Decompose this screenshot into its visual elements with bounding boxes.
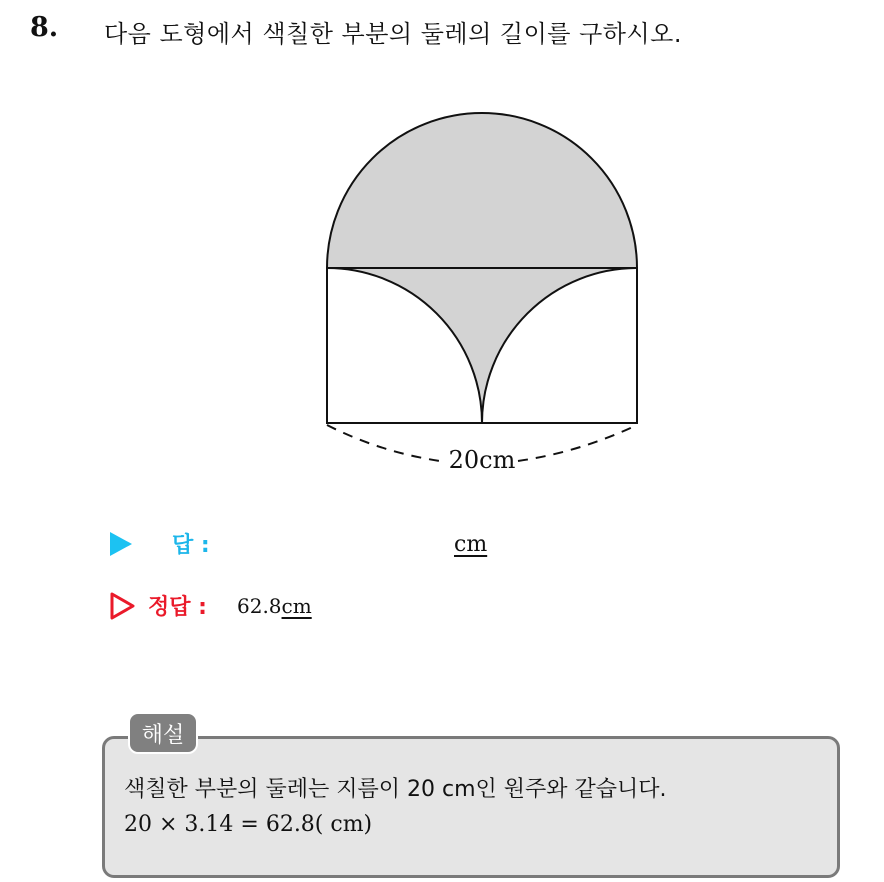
- answer-row: [110, 526, 488, 562]
- correct-answer-value: 62.8: [237, 594, 282, 618]
- question-text: 다음 도형에서 색칠한 부분의 둘레의 길이를 구하시오.: [104, 20, 682, 48]
- correct-answer-unit: cm: [281, 594, 312, 618]
- explanation-box: [102, 736, 840, 878]
- question-number: 8.: [30, 12, 59, 43]
- explanation-line-1: 색칠한 부분의 둘레는 지름이 20 cm인 원주와 같습니다.: [124, 777, 667, 802]
- answer-unit: cm: [454, 532, 488, 557]
- explanation-tab: 해설: [128, 712, 198, 754]
- dimension-label: 20cm: [448, 446, 516, 474]
- answer-label: 답 :: [172, 533, 210, 558]
- dimension-dashed-left: [327, 425, 440, 461]
- correct-answer-text: [237, 594, 312, 618]
- dimension-dashed-right: [518, 425, 637, 461]
- explanation-line-2: 20 × 3.14 = 62.8( cm): [124, 812, 373, 837]
- correct-answer-label: 정답 :: [148, 595, 207, 620]
- play-triangle-icon: [110, 532, 132, 556]
- outline-triangle-icon: [110, 592, 136, 620]
